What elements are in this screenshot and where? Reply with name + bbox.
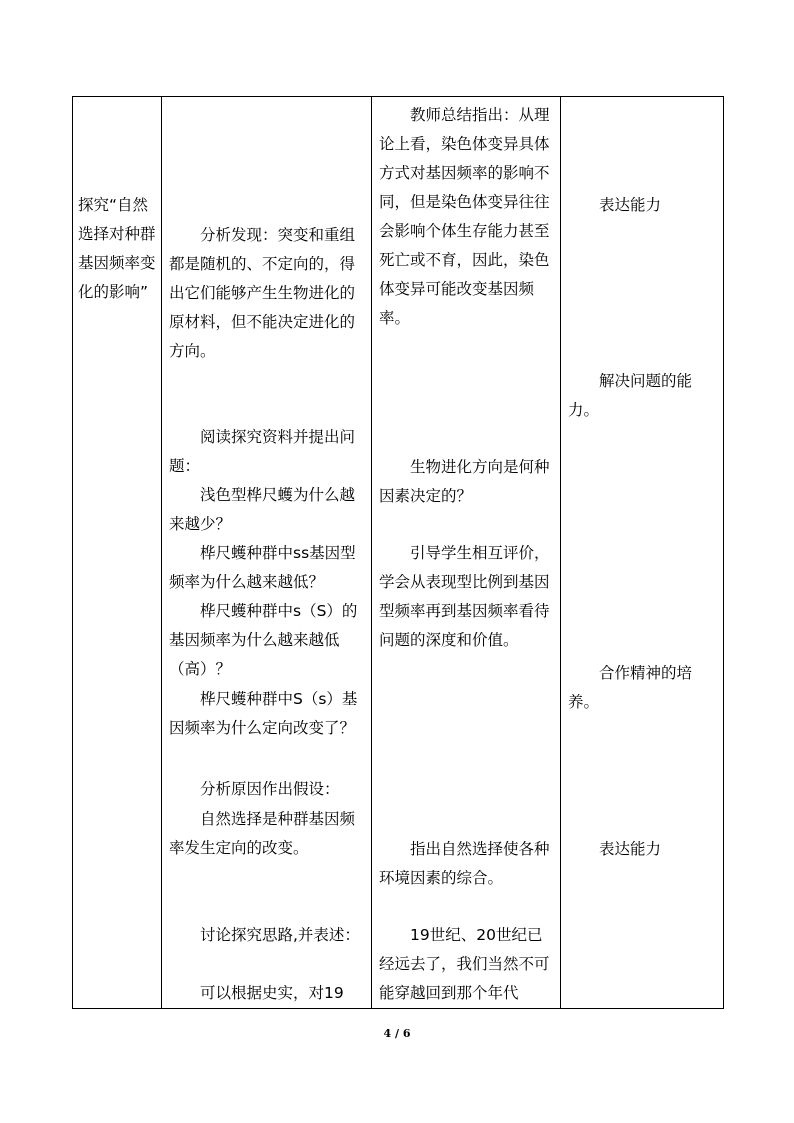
- student-paragraph: 浅色型桦尺蠖为什么越来越少？: [169, 486, 356, 533]
- topic-cell: [73, 97, 162, 1009]
- teacher-paragraph: 引导学生相互评价，学会从表现型比例到基因型频率再到基因频率看待问题的深度和价值。: [379, 544, 550, 649]
- student-paragraph: 桦尺蠖种群中ss基因型频率为什么越来越低？: [169, 544, 356, 591]
- student-paragraph: 分析原因作出假设：: [200, 780, 340, 798]
- student-paragraph: 讨论探究思路,并表述：: [200, 926, 360, 944]
- teacher-activity-cell: [372, 97, 561, 1009]
- teacher-paragraph: 生物进化方向是何种因素决定的？: [379, 458, 550, 505]
- intent-paragraph: 表达能力: [599, 840, 662, 858]
- student-paragraph: 阅读探究资料并提出问题：: [169, 428, 356, 475]
- student-activity-cell: [162, 97, 372, 1009]
- student-paragraph: 自然选择是种群基因频率发生定向的改变。: [169, 810, 356, 857]
- student-paragraph: 桦尺蠖种群中s（S）的基因频率为什么越来越低（高）？: [169, 602, 358, 678]
- design-intent-cell: [561, 97, 724, 1009]
- teacher-paragraph: 教师总结指出：从理论上看，染色体变异具体方式对基因频率的影响不同，但是染色体变异往往会影响个体生存能力甚至死亡或不育，因此，染色体变异可能改变基因频率。: [379, 106, 550, 327]
- topic-text: 探究“自然选择对种群基因频率变化的影响”: [78, 196, 156, 301]
- table-row: [73, 97, 724, 1009]
- intent-paragraph: 解决问题的能力。: [568, 372, 693, 419]
- student-paragraph: 可以根据史实，对19: [200, 984, 344, 1002]
- page-number: 4 / 6: [383, 1027, 411, 1040]
- student-paragraph: 分析发现：突变和重组都是随机的、不定向的，得出它们能够产生生物进化的原材料，但不能决定进化的方向。: [169, 226, 356, 360]
- intent-paragraph: 合作精神的培养。: [568, 664, 693, 711]
- lesson-plan-table: [72, 96, 724, 1009]
- intent-paragraph: 表达能力: [599, 196, 662, 214]
- teacher-paragraph: 19世纪、20世纪已经远去了，我们当然不可能穿越回到那个年代: [379, 926, 550, 1002]
- teacher-paragraph: 指出自然选择使各种环境因素的综合。: [379, 840, 550, 887]
- student-paragraph: 桦尺蠖种群中S（s）基因频率为什么定向改变了？: [169, 690, 358, 737]
